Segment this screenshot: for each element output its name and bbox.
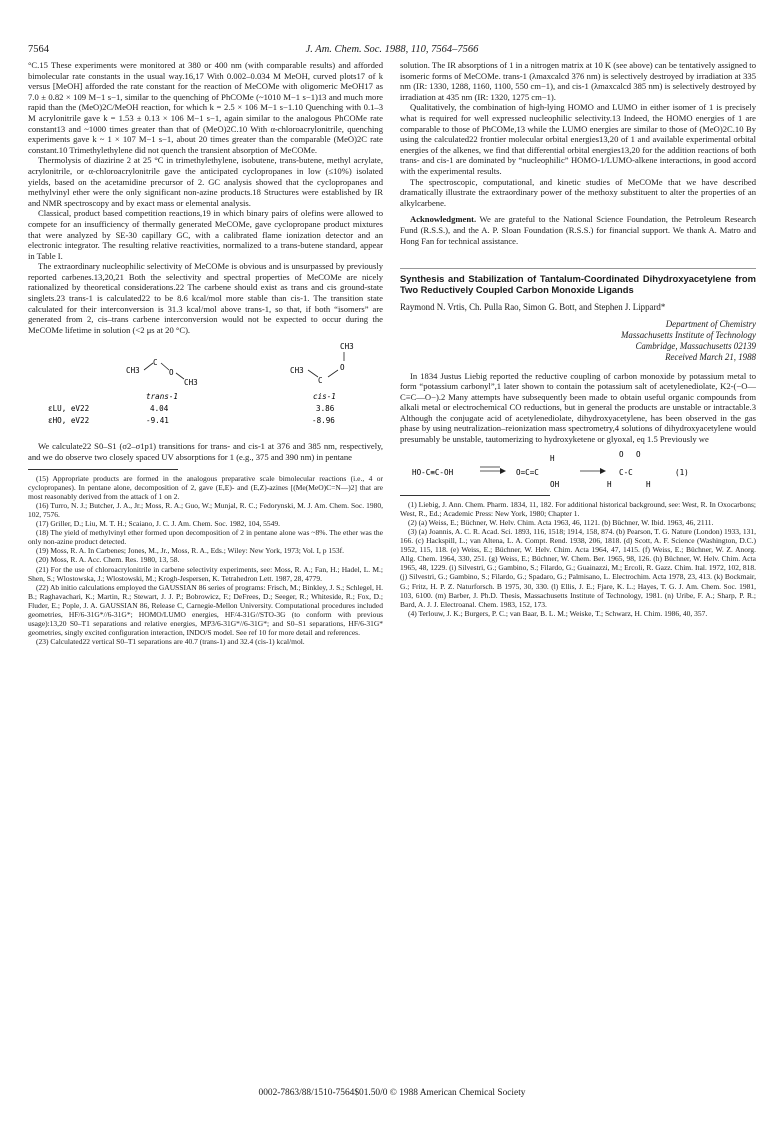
- left-paragraph-5: We calculate22 S0–S1 (σ2–σ1p1) transitions for trans- and cis-1 at 376 and 385 nm, respectively, and we do observe two closely spaced UV absorptions for 1 (e.g., 375 and 390 nm) in pentane: [28, 441, 383, 463]
- cis-label: cis-1: [313, 392, 336, 402]
- affiliation-department: Department of Chemistry: [665, 318, 756, 329]
- eq-o2: O: [636, 449, 641, 459]
- affiliation-institute: Massachusetts Institute of Technology: [620, 329, 756, 340]
- right-paragraph-4: In 1834 Justus Liebig reported the reductive coupling of carbon monoxide by potassium metal to form “potassium carbonyl”,1 later shown to contain the potassium salt of acetylenediolate, K2-(−O—C≡C—O−).2 Many attempts have subsequently been made to obtain useful organic compounds from alkali metal or electrochemical CO reductions, but in general the products are unstable or intractable.3 Although the conjugate acid of acetylenediolate, dihydroxyacetylene, has been observed in the gas phase by using neutralization–reionization mass spectrometry,4 solutions of dihydroxyacetylene would presumably be unstable, tautomerizing to hydroxyketene or glyoxal, eq 1.5 Previously we: [400, 370, 756, 445]
- footnote-2: (2) (a) Weiss, E.; Büchner, W. Helv. Chim. Acta 1963, 46, 1121. (b) Büchner, W. Ibid. 1963, 46, 2111.: [408, 517, 714, 527]
- eq-number: (1): [675, 467, 689, 477]
- footnote-18: (18) The yield of methylvinyl ether formed upon decomposition of 2 in pentane alone was ~8%. The ether was the only non-azine product detected.: [28, 528, 383, 547]
- eq-glyoxal: C-C: [619, 467, 633, 477]
- equation-1: [400, 449, 756, 489]
- eq-h1: H: [550, 453, 555, 463]
- right-column: [400, 60, 756, 618]
- footnote-23: (23) Calculated22 vertical S0–T1 separations are 40.7 (trans-1) and 32.4 (cis-1) kcal/mol.: [36, 637, 305, 647]
- carbene-structures-figure: [28, 339, 383, 437]
- received-date: Received March 21, 1988: [665, 351, 756, 362]
- left-paragraph-3: Classical, product based competition reactions,19 in which binary pairs of olefins were allowed to compete for an insufficiency of thermally generated MeCOMe, gave cyclopropane product mixtures that were analyzed by SE-30 capillary GC, with a calibrated flame ionization detector and an electronic integrator. The resulting relative reactivities, normalized to a trans-butene standard, appear in Table I.: [28, 208, 383, 261]
- page-footer: 0002-7863/88/1510-7564$01.50/0 © 1988 American Chemical Society: [258, 1088, 526, 1098]
- right-footnotes: [400, 500, 756, 618]
- cis-ch3-left: CH3: [290, 366, 304, 376]
- footnote-3: (3) (a) Joannis, A. C. R. Acad. Sci. 1893, 116, 1518; 1914, 158, 874. (b) Pearson, T. G. Nature (London) 1933, 131, 166. (c) Hackspill, L.; van Altena, L. A. Compt. Rend. 1938, 206, 1818. (d) Scott, A. F. Science (Washington, D.C.) 1952, 115, 118. (e) Weiss, E.; Büchner, W. Helv. Chim. Acta 1964, 47, 1415. (f) Weiss, E.; Büchner, W. Z. Anorg. Allg. Chem. 1964, 330, 251. (g) Weiss, E.; Büchner, W. Chem. Ber. 1965, 98, 126. (h) Büchner, W. Helv. Chim. Acta 1965, 48, 1229. (i) Silvestri, G.; Gambino, S.; Filardo, G.; Guainazzi, M.; Ercoli, R. Gazz. Chim. Ital. 1972, 102, 818. (j) Silvestri, G.; Gambino, S.; Filardo, G.; Spadaro, G.; Palmisano, L. Electrochim. Acta 1978, 23, 413. (k) Bockmair, G.; Fritz, H. P. Z. Naturforsch. B 1975, 30, 330. (l) Ellis, J. E.; Fjare, K. L.; Hayes, T. G. J. Am. Chem. Soc. 1981, 103, 6100. (m) Barber, J. Ph.D. Thesis, Massachusetts Institute of Technology, 1981. (n) Uribe, F. A.; Sharp, P. R.; Bard, A. J. J. Electroanal. Chem. 1983, 152, 173.: [400, 526, 756, 609]
- left-paragraph-1: °C.15 These experiments were monitored at 380 or 400 nm (with comparable results) and afforded bimolecular rate constants in the usual way.16,17 With 0.002–0.034 M MeOH, curved plots17 of k versus [MeOH] afforded the rate constant for the reaction of MeCOMe with oligomeric MeOH17 as 7.0 ± 0.82 × 109 M−1 s−1, similar to the quenching of PhCOMe (~1010 M−1 s−1)13 and much more rapid than the (MeO)2C/MeOH reaction, for which k = 2.5 × 106 M−1 s−1.10 Quenching with 0.1–3 M acrylonitrile gave k = 1.53 ± 0.13 × 106 M−1 s−1, again similar to the analogous PhCOMe rate constant13 and ~1000 times greater than that of (MeO)2C.10 With α-chloroacrylonitrile, quenching experiments gave k ~ 1 × 107 M−1 s−1, about 20 times greater than the comparable (MeO)2C rate constant.10 Trimethylethylene did not quench the transient absorption of MeCOMe.: [28, 60, 383, 155]
- right-paragraph-2: Qualitatively, the combination of high-lying HOMO and LUMO in either isomer of 1 is precisely what is required for well expressed nucleophilic selectivity.13 Indeed, the HOMO energies of 1 are comparable to those of PhCOMe,13 while the LUMO energies are similar to those of (MeO)2C.10 By using the calculated22 frontier molecular orbital energies13,20 of 1 and available experimental orbital energies of the alkenes, we find that differential orbital energies13,20 for the addition reactions of both trans- and cis-1 are dominated by “nucleophilic” HOMO-1/LUMO-alkene interactions, in good accord with the experimental results.: [400, 102, 756, 176]
- ho-row-label: εHO, eV22: [48, 416, 90, 426]
- trans-c: C: [153, 358, 158, 368]
- left-footnotes: [28, 474, 383, 647]
- acknowledgment-body: We are grateful to the National Science Foundation, the Petroleum Research Fund (R.S.S.), and the A. P. Sloan Foundation (R.S.S.) for financial support. We thank A. Matro and Hong Fan for technical assistance.: [400, 214, 756, 246]
- left-paragraph-2: Thermolysis of diazirine 2 at 25 °C in trimethylethylene, isobutene, trans-butene, methyl acrylate, acrylonitrile, or α-chloroacrylonitrile gave the anticipated cyclopropanes in low (≤10%) isolated yields, based on the acetamidine precursor of 2. GC analysis showed that the cyclopropanes and methylvinyl ether were the only significant non-azine products.18 Structures were established by IR and NMR spectroscopy and by exact mass or elemental analysis.: [28, 155, 383, 208]
- eq-h3: H: [646, 479, 651, 489]
- footnote-22: (22) Ab initio calculations employed the GAUSSIAN 86 series of programs: Frisch, M.; Binkley, J. S.; Schlegel, H. B.; Raghavachari, K.; Martin, R.; Stewart, J. J. P.; Bobrowicz, F.; DeFrees, D.; Seeger, R.; Whiteside, R.; Fox, D.; Fluder, E.; Pople, J. A. GAUSSIAN 86, Release C, Carnegie-Mellon University. Computational procedures included geometries, HF/6-31G*//6-31G*; HOMO/LUMO energies, HF/4-31G//STO-3G (to conform with previous usage):13,20 S0–T1 separations and relative energies, MP3/6-31G*//6-31G*; and S0–S1 separations, HF/6-31G* geometries, singly excited configuration interaction, INDO/S model. See ref 10 for more detail and references.: [28, 582, 383, 638]
- footnote-16: (16) Turro, N. J.; Butcher, J. A., Jr.; Moss, R. A.; Guo, W.; Munjal, R. C.; Fedorynski, M. J. Am. Chem. Soc. 1980, 102, 7576.: [28, 500, 383, 519]
- acknowledgment: [400, 214, 756, 246]
- footnote-21: (21) For the use of chloroacrylonitrile in carbene selectivity experiments, see: Moss, R. A.; Fan, H.; Hadel, L. M.; Shen, S.; Wlostowska, J.; Wlostowski, M.; Krogh-Jespersen, K. Tetrahedron Lett. 1987, 28, 4779.: [28, 564, 383, 583]
- cis-o: O: [340, 363, 345, 373]
- trans-label: trans-1: [146, 392, 179, 402]
- lu-row-label: εLU, eV22: [48, 404, 90, 414]
- eq-oh: OH: [550, 479, 560, 489]
- trans-ch3-right: CH3: [184, 378, 198, 388]
- eq-hydroxyketene: O=C=C: [516, 467, 539, 477]
- footnote-separator-right: [400, 495, 550, 496]
- affiliation: [400, 319, 756, 363]
- trans-ho-value: -9.41: [146, 416, 169, 426]
- footnote-1: (1) Liebig, J. Ann. Chem. Pharm. 1834, 11, 182. For additional historical background, see: West, R. In Oxocarbons; West, R., Ed.; Academic Press: New York, 1980; Chapter 1.: [400, 499, 756, 518]
- cis-c: C: [318, 376, 323, 386]
- affiliation-city: Cambridge, Massachusetts 02139: [635, 340, 756, 351]
- footnote-19: (19) Moss, R. A. In Carbenes; Jones, M., Jr., Moss, R. A., Eds.; Wiley: New York, 1973; Vol. I, p 153f.: [36, 546, 345, 556]
- trans-lu-value: 4.04: [150, 404, 169, 414]
- footnote-17: (17) Griller, D.; Liu, M. T. H.; Scaiano, J. C. J. Am. Chem. Soc. 1982, 104, 5549.: [36, 519, 280, 529]
- left-column: [28, 60, 383, 646]
- article-authors: Raymond N. Vrtis, Ch. Pulla Rao, Simon G. Bott, and Stephen J. Lippard*: [400, 301, 666, 312]
- journal-citation: J. Am. Chem. Soc. 1988, 110, 7564–7566: [305, 44, 479, 55]
- footnote-4: (4) Terlouw, J. K.; Burgers, P. C.; van Baar, B. L. M.; Weiske, T.; Schwarz, H. Chim. 1986, 40, 357.: [408, 608, 708, 618]
- footnote-15: (15) Appropriate products are formed in the analogous preparative scale bimolecular reactions (i.e., 4 or cyclopropanes). In pentane alone, decomposition of 2, gave (E,E)- and (E,Z)-azines [(Me(MeO)C=N—)2] that are most reasonably derived from the attack of 1 on 2.: [28, 473, 383, 501]
- right-paragraph-3: The spectroscopic, computational, and kinetic studies of MeCOMe that we have described dramatically illustrate the extraordinary power of the methoxy substituent to alter the properties of an alkylcarbene.: [400, 176, 756, 208]
- running-header: [28, 44, 756, 58]
- footnote-20: (20) Moss, R. A. Acc. Chem. Res. 1980, 13, 58.: [36, 555, 180, 565]
- trans-ch3-left: CH3: [126, 366, 140, 376]
- eq-h2: H: [607, 479, 612, 489]
- left-paragraph-4: The extraordinary nucleophilic selectivity of MeCOMe is obvious and is unsurpassed by previously reported carbenes.13,20,21 Both the selectivity and spectral properties of MeCOMe are nicely rationalized by theoretical considerations.22 The carbene should exist as trans and cis ground-state singlets.23 trans-1 is calculated22 to be 8.6 kcal/mol more stable than cis-1. The transition state calculated for their interconversion is 31.3 kcal/mol above trans-1, so that, if both “isomers” are generated from 2, cis–trans carbene interconversion would not be expected to occur during the MeCOMe lifetime in solution (<2 μs at 20 °C).: [28, 261, 383, 335]
- footnote-separator: [28, 469, 178, 470]
- acknowledgment-heading: Acknowledgment.: [410, 214, 477, 225]
- trans-o: O: [169, 368, 174, 378]
- right-paragraph-1: solution. The IR absorptions of 1 in a nitrogen matrix at 10 K (see above) can be tentatively assigned to isomeric forms of MeCOMe. trans-1 (λmaxcalcd 376 nm) is selectively destroyed by irradiation at 335 nm (IR: 1330, 1288, 1160, 1100, 550 cm−1), and cis-1 (λmaxcalcd 385 nm) is selectively destroyed by irradiation at 435 nm (IR: 1320, 1275 cm−1).: [400, 60, 756, 102]
- cis-ch3-top: CH3: [340, 342, 354, 352]
- eq-dihydroxyacetylene: HO-C≡C-OH: [412, 467, 454, 477]
- cis-ho-value: -8.96: [312, 416, 335, 426]
- page-number: 7564: [28, 44, 49, 55]
- article-title: Synthesis and Stabilization of Tantalum-Coordinated Dihydroxyacetylene from Two Reductively Coupled Carbon Monoxide Ligands: [400, 268, 756, 295]
- eq-o1: O: [619, 449, 624, 459]
- cis-lu-value: 3.86: [316, 404, 335, 414]
